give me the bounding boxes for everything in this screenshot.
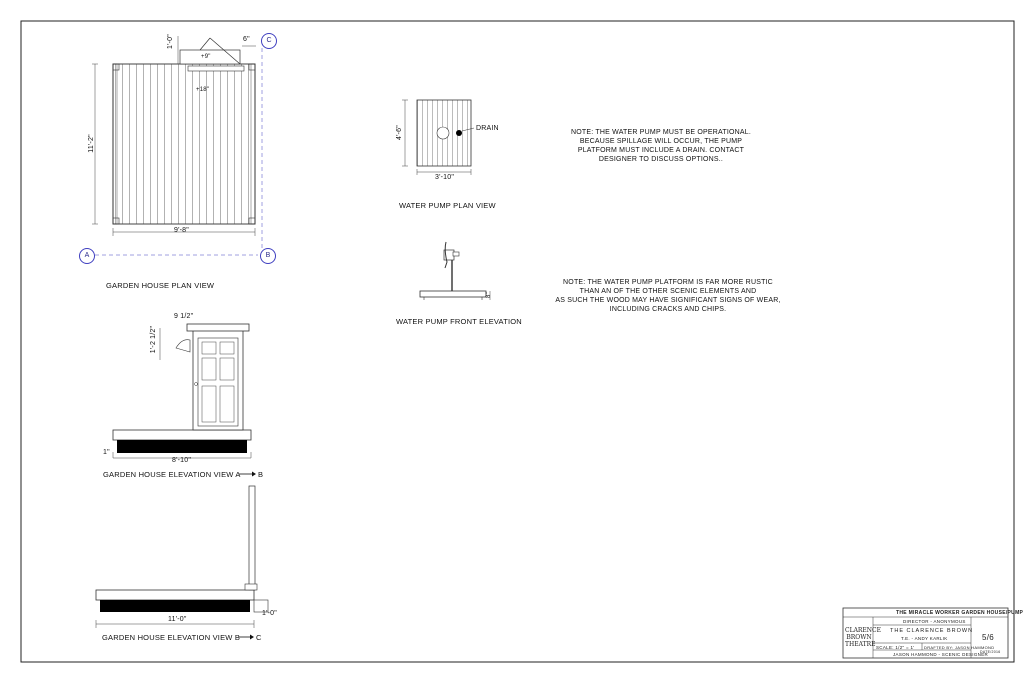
garden-house-elevation-bc <box>96 486 268 628</box>
drain-label: DRAIN <box>476 125 499 132</box>
director: DIRECTOR - ANONYMOUS <box>903 619 966 624</box>
sheet-date: DATE/2016 <box>980 650 1001 654</box>
pump-dim-side: 4'-6" <box>395 125 403 140</box>
ab-dim-side: 1'-2 1/2" <box>150 325 158 354</box>
section-marker-c: C <box>261 33 277 49</box>
dim-side: 11'-2" <box>87 134 95 153</box>
elevation-bc-title-end: C <box>256 633 262 642</box>
dim-plus-9: +9" <box>201 54 211 60</box>
theatre-sub: T.E. - ANDY KARLIK <box>901 636 948 641</box>
dim-top-left: 1'-0" <box>166 34 174 49</box>
water-pump-front-title: WATER PUMP FRONT ELEVATION <box>396 317 522 326</box>
ab-dim-step: 1" <box>103 449 110 456</box>
ab-dim-top: 9 1/2" <box>174 313 194 320</box>
dim-top-right: 6" <box>243 36 250 43</box>
dim-plus-18: +18" <box>196 87 210 93</box>
pump-dim-bottom: 3'-10" <box>435 174 455 181</box>
arrow-head-icon <box>252 472 256 477</box>
theatre-logo: CLARENCE BROWN THEATRE <box>845 627 882 648</box>
garden-house-plan-title: GARDEN HOUSE PLAN VIEW <box>106 281 215 290</box>
elevation-bc-title: GARDEN HOUSE ELEVATION VIEW B <box>102 633 241 642</box>
section-marker-a: A <box>79 248 95 264</box>
bc-dim-right: 1'-0" <box>262 610 277 617</box>
drafted-by: DRAFTED BY: JASON HAMMOND <box>924 645 995 650</box>
show-title: THE MIRACLE WORKER GARDEN HOUSE/PUMP <box>896 610 1024 616</box>
section-marker-b: B <box>260 248 276 264</box>
water-pump-plan-title: WATER PUMP PLAN VIEW <box>399 201 496 210</box>
water-pump-plan <box>402 100 474 175</box>
bc-dim-bottom: 11'-0" <box>168 616 187 623</box>
pump-front-dim: 8" <box>485 292 492 298</box>
designer: JASON HAMMOND - SCENIC DESIGNER <box>893 652 989 657</box>
theatre-name: THE CLARENCE BROWN <box>890 628 974 634</box>
elevation-ab-title-end: B <box>258 470 264 479</box>
scale: SCALE: 1/2" = 1' <box>876 645 915 650</box>
garden-house-elevation-ab <box>113 324 251 458</box>
ab-dim-bottom: 8'-10" <box>172 457 192 464</box>
sheet-number: 5/6 <box>982 633 995 642</box>
water-pump-front-elevation <box>420 242 490 300</box>
dim-bottom: 9'-8" <box>174 227 189 234</box>
garden-house-plan <box>92 36 262 255</box>
note-rustic: NOTE: THE WATER PUMP PLATFORM IS FAR MORE RUSTIC THAN AN OF THE OTHER SCENIC ELEMENTS AND AS SUCH THE WOOD MAY HAVE SIGNIFICANT SIGNS OF WEAR, INCLUDING CRACKS AND CHIPS. <box>555 279 781 313</box>
note-operational: NOTE: THE WATER PUMP MUST BE OPERATIONAL. BECAUSE SPILLAGE WILL OCCUR, THE PUMP PLATFORM MUST INCLUDE A DRAIN. CONTACT DESIGNER TO DISCUSS OPTIONS.. <box>571 129 751 163</box>
elevation-ab-title: GARDEN HOUSE ELEVATION VIEW A <box>103 470 241 479</box>
arrow-head-icon <box>250 635 254 640</box>
